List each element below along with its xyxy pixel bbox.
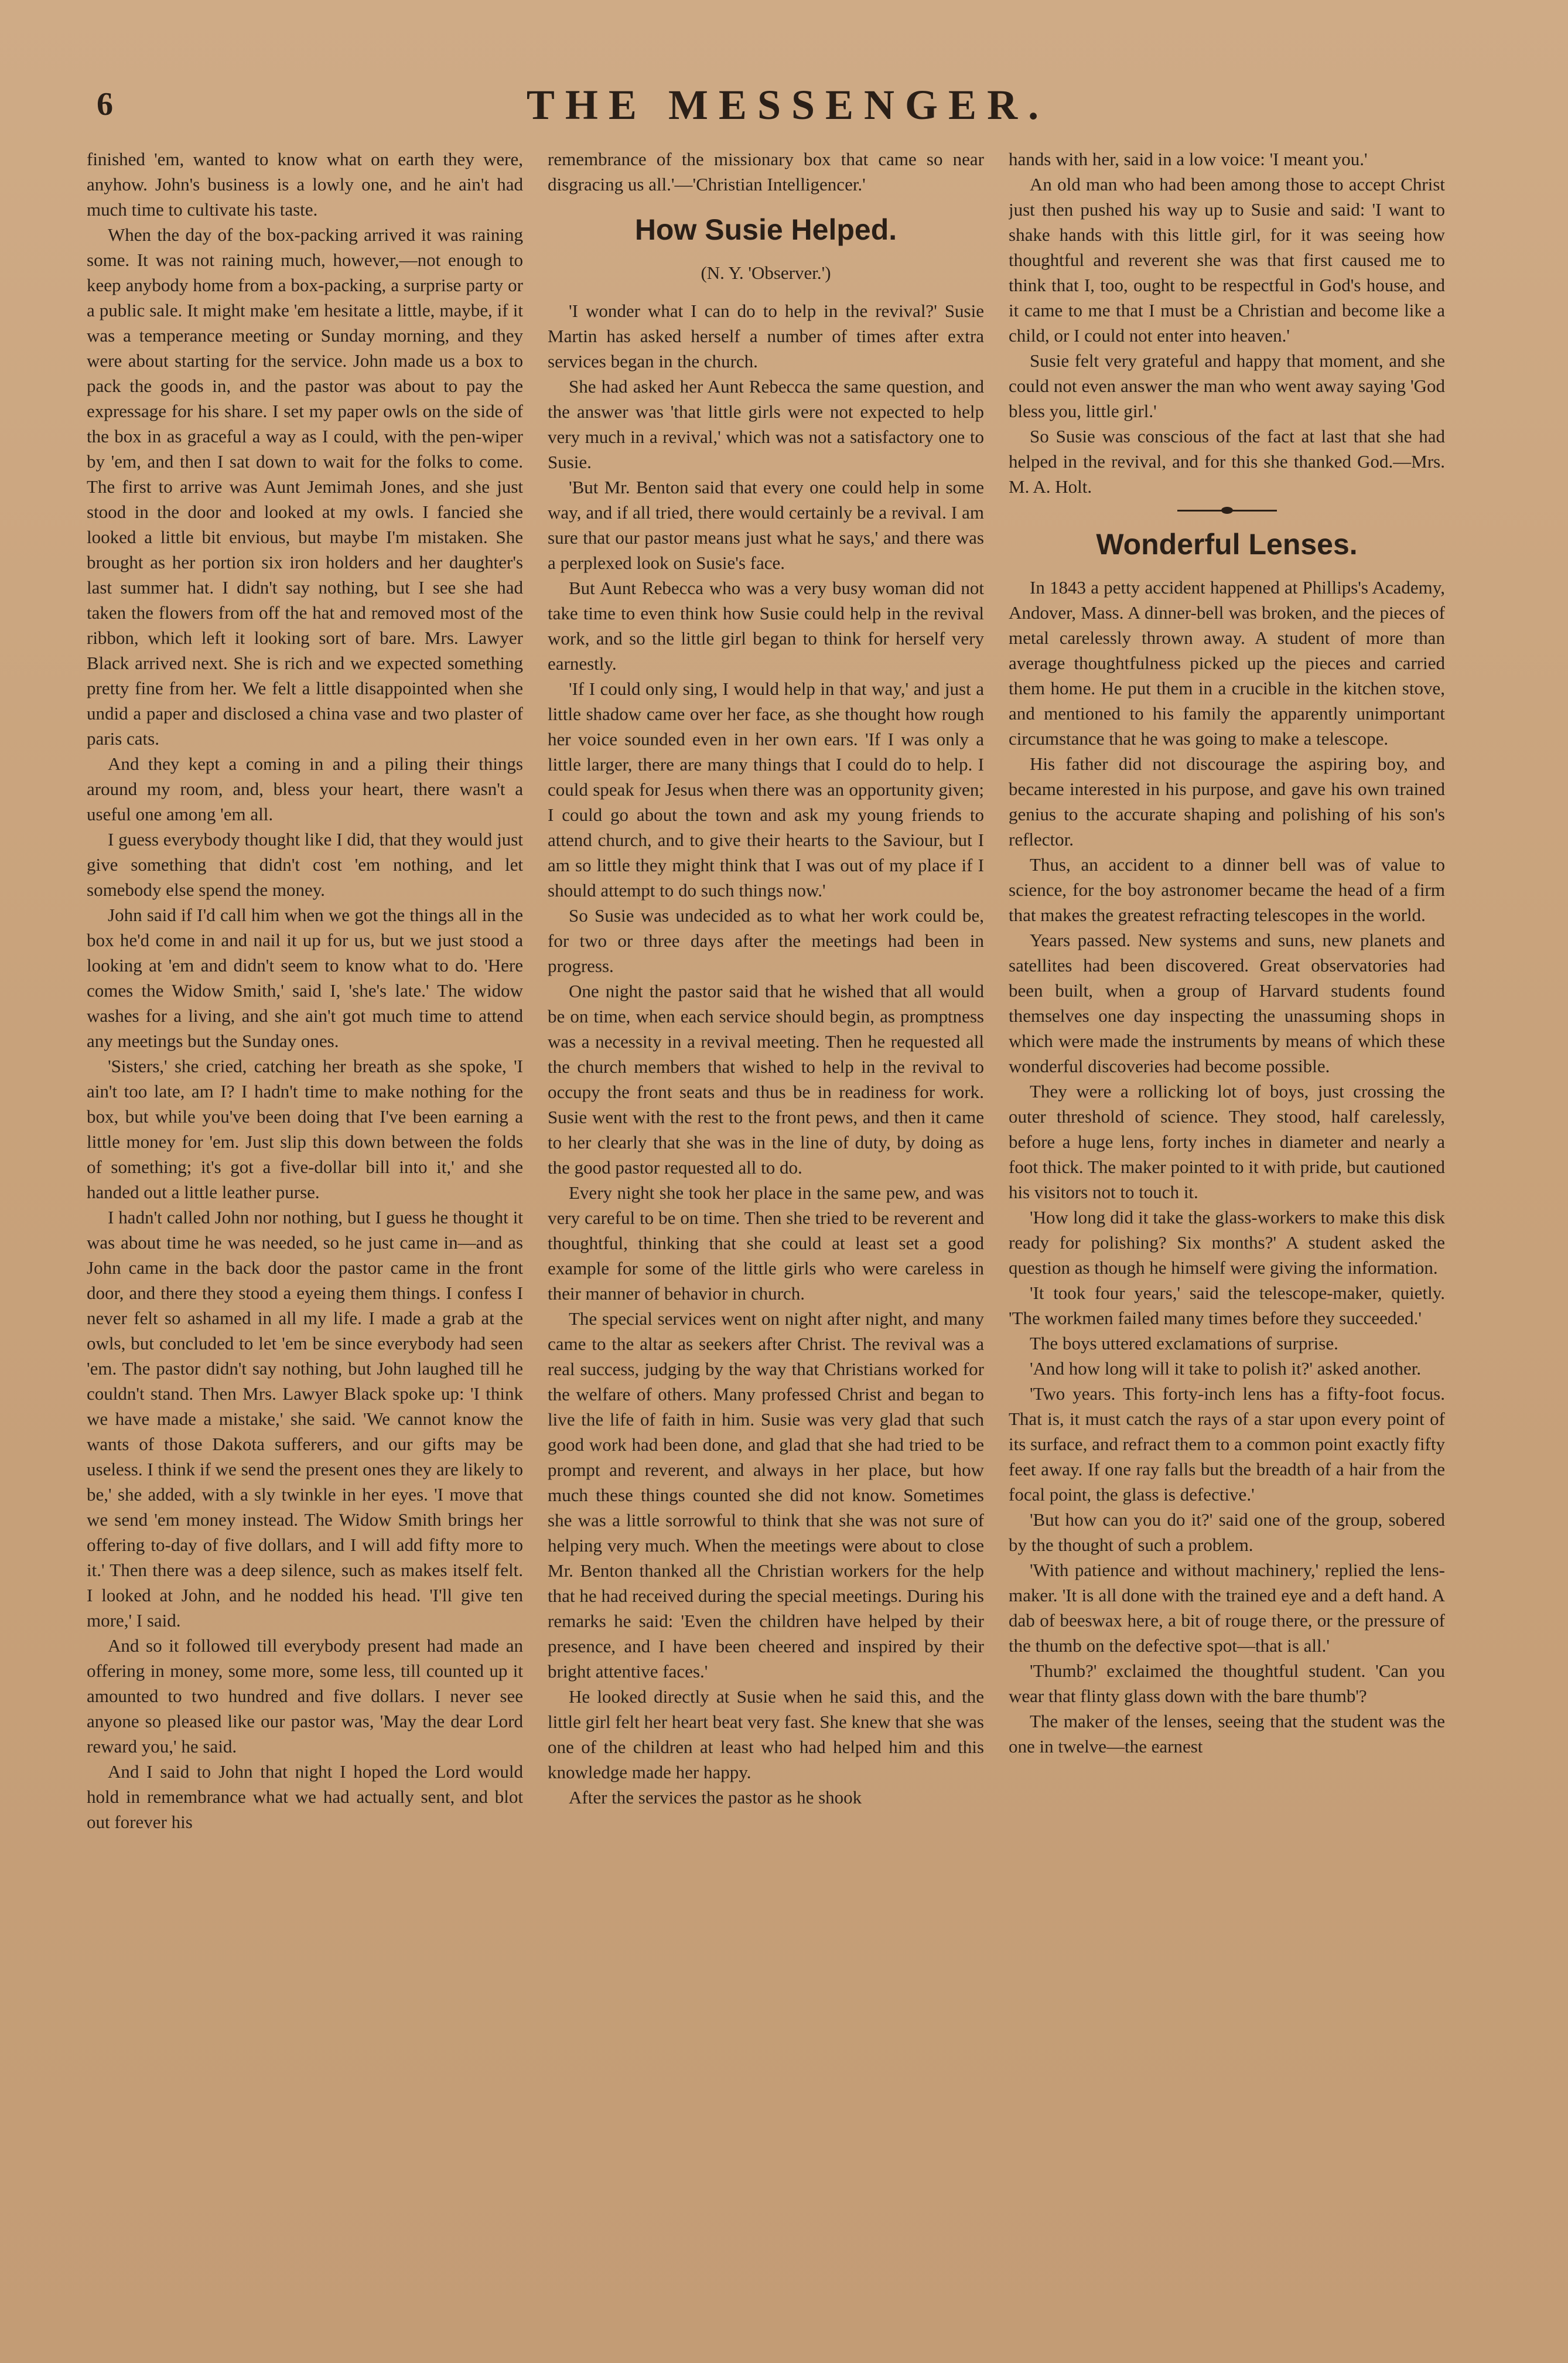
paragraph: Years passed. New systems and suns, new planets and satellites had been discovered. Great observatories had been built, when a group of Harvard students found themselves one day inspecting the unassuming shops in which were made the instruments by means of which these wonderful discoveries had become possible.: [1009, 930, 1445, 1076]
paragraph: 'With patience and without machinery,' replied the lens-maker. 'It is all done with the trained eye and a deft hand. A dab of beeswax here, a bit of rouge there, or the pressure of the thumb on the defective spot—that is all.': [1009, 1560, 1445, 1656]
paragraph: She had asked her Aunt Rebecca the same question, and the answer was 'that little girls were not expected to help very much in a revival,' which was not a satisfactory one to Susie.: [548, 376, 984, 472]
masthead-title: THE MESSENGER.: [526, 81, 1050, 128]
paragraph: I guess everybody thought like I did, that they would just give something that didn't cost 'em nothing, and let somebody else spend the money.: [87, 829, 523, 900]
paragraph: 'It took four years,' said the telescope-maker, quietly. 'The workmen failed many times before they succeeded.': [1009, 1283, 1445, 1328]
paragraph: The maker of the lenses, seeing that the student was the one in twelve—the earnest: [1009, 1711, 1445, 1757]
paragraph: 'I wonder what I can do to help in the revival?' Susie Martin has asked herself a number of times after extra services began in the church.: [548, 301, 984, 371]
column-left: [87, 146, 523, 2350]
paragraph: They were a rollicking lot of boys, just crossing the outer threshold of science. They stood, half carelessly, before a huge lens, forty inches in diameter and nearly a foot thick. The maker pointed to it with pride, but cautioned his visitors not to touch it.: [1009, 1081, 1445, 1202]
article-headline-wonderful-lenses: Wonderful Lenses.: [1096, 528, 1358, 561]
paragraph: In 1843 a petty accident happened at Phillips's Academy, Andover, Mass. A dinner-bell was broken, and the pieces of metal carelessly thrown away. A student of more than average thoughtfulness picked up the pieces and carried them home. He put them in a crucible in the kitchen stove, and mentioned to his family the apparently unimportant circumstance that he was going to make a telescope.: [1009, 577, 1445, 749]
column-middle: [548, 146, 984, 2350]
paragraph: He looked directly at Susie when he said this, and the little girl felt her heart beat very fast. She knew that she was one of the children at least who had helped him and this knowledge made her happy.: [548, 1686, 984, 1782]
paragraph: remembrance of the missionary box that came so near disgracing us all.'—'Christian Intelligencer.': [548, 149, 984, 195]
article-byline: (N. Y. 'Observer.'): [701, 262, 831, 283]
paragraph: An old man who had been among those to accept Christ just then pushed his way up to Susie and said: 'I want to shake hands with this little girl, for it was seeing how thoughtful and reverent she was that first caused me to think that I, too, ought to be respectful in God's house, and it came to me that I must be a Christian and become like a child, or I could not enter into heaven.': [1009, 174, 1445, 346]
paragraph: Thus, an accident to a dinner bell was of value to science, for the boy astronomer became the head of a firm that makes the greatest refracting telescopes in the world.: [1009, 854, 1445, 925]
paragraph: So Susie was conscious of the fact at last that she had helped in the revival, and for this she thanked God.—Mrs. M. A. Holt.: [1009, 426, 1445, 497]
paragraph: John said if I'd call him when we got the things all in the box he'd come in and nail it up for us, but we just stood a looking at 'em and didn't seem to know what to do. 'Here comes the Widow Smith,' said I, 'she's late.' The widow washes for a living, and she ain't got much time to attend any meetings but the Sunday ones.: [87, 905, 523, 1051]
section-divider: [1177, 510, 1277, 512]
paragraph: 'If I could only sing, I would help in that way,' and just a little shadow came over her face, as she thought how rough her voice sounded even in her own ears. 'If I was only a little larger, there are many things that I could do to help. I could speak for Jesus when there was an opportunity given; I could go about the town and ask my young friends to attend church, and to give their hearts to the Saviour, but I am so little they might think that I was out of my place if I should attempt to do such things now.': [548, 678, 984, 901]
page-number: 6: [97, 86, 113, 122]
paragraph: One night the pastor said that he wished that all would be on time, when each service should begin, as promptness was a necessity in a revival meeting. Then he requested all the church members that wished to help in the revival to occupy the front seats and thus be in readiness for work. Susie went with the rest to the front pews, and then it came to her clearly that she was in the line of duty, by doing as the good pastor requested all to do.: [548, 981, 984, 1178]
page-header: [97, 81, 1479, 134]
paragraph: hands with her, said in a low voice: 'I meant you.': [1009, 149, 1368, 169]
paragraph: But Aunt Rebecca who was a very busy woman did not take time to even think how Susie could help in the revival work, and so the little girl began to think for herself very earnestly.: [548, 578, 984, 674]
paragraph: Every night she took her place in the same pew, and was very careful to be on time. Then she tried to be reverent and thoughtful, thinking that she could at least set a good example for some of the little girls who were careless in their manner of behavior in church.: [548, 1182, 984, 1304]
article-headline-how-susie-helped: How Susie Helped.: [634, 213, 897, 246]
paragraph: 'Thumb?' exclaimed the thoughtful student. 'Can you wear that flinty glass down with the bare thumb'?: [1009, 1660, 1445, 1706]
paragraph: The special services went on night after night, and many came to the altar as seekers after Christ. The revival was a real success, judging by the way that Christians worked for the welfare of others. Many professed Christ and began to live the life of faith in him. Susie was very glad that such good work had been done, and glad that she had tried to be prompt and reverent, and always in her place, but how much these things counted she did not know. Sometimes she was a little sorrowful to think that she was not sure of helping very much. When the meetings were about to close Mr. Benton thanked all the Christian workers for the help that he had received during the special meetings. During his remarks he said: 'Even the children have helped by their presence, and I have been cheered and inspired by their bright attentive faces.': [548, 1308, 984, 1682]
paragraph: 'But Mr. Benton said that every one could help in some way, and if all tried, there would certainly be a revival. I am sure that our pastor means just what he says,' and there was a perplexed look on Susie's face.: [548, 477, 984, 573]
paragraph: Susie felt very grateful and happy that moment, and she could not even answer the man who went away saying 'God bless you, little girl.': [1009, 350, 1445, 421]
paragraph: So Susie was undecided as to what her work could be, for two or three days after the meetings had been in progress.: [548, 905, 984, 976]
paragraph: The boys uttered exclamations of surprise.: [1030, 1333, 1338, 1353]
paragraph: After the services the pastor as he shook: [569, 1787, 862, 1808]
paragraph: I hadn't called John nor nothing, but I guess he thought it was about time he was needed, so he just came in—and as John came in the back door the pastor came in the front door, and there they stood a eyeing them things. I confess I never felt so ashamed in all my life. I made a grab at the owls, but concluded to let 'em be since everybody had seen 'em. The pastor didn't say nothing, but John laughed till he couldn't stand. Then Mrs. Lawyer Black spoke up: 'I think we have made a mistake,' she said. 'We cannot know the wants of those Dakota sufferers, and our gifts may be useless. I think if we send the present ones they are likely to be,' she added, with a sly twinkle in her eyes. 'I move that we send 'em money instead. The Widow Smith brings her offering to-day of five dollars, and I will add fifty more to it.' Then there was a deep silence, such as makes itself felt. I looked at John, and he nodded his head. 'I'll give ten more,' I said.: [87, 1207, 523, 1631]
paragraph: 'And how long will it take to polish it?' asked another.: [1030, 1358, 1422, 1379]
paragraph: 'How long did it take the glass-workers to make this disk ready for polishing? Six months?' A student asked the question as though he himself were giving the information.: [1009, 1207, 1445, 1278]
paragraph: His father did not discourage the aspiring boy, and became interested in his purpose, and gave his own trained genius to the accurate shaping and polishing of his son's reflector.: [1009, 753, 1445, 850]
paragraph: 'But how can you do it?' said one of the group, sobered by the thought of such a problem.: [1009, 1509, 1445, 1555]
paragraph: 'Two years. This forty-inch lens has a fifty-foot focus. That is, it must catch the rays of a star upon every point of its surface, and refract them to a common point exactly fifty feet away. If one ray falls but the breadth of a hair from the focal point, the glass is defective.': [1009, 1383, 1445, 1505]
paragraph: And so it followed till everybody present had made an offering in money, some more, some less, till counted up it amounted to two hundred and five dollars. I never see anyone so pleased like our pastor was, 'May the dear Lord reward you,' he said.: [87, 1635, 523, 1757]
paragraph: When the day of the box-packing arrived it was raining some. It was not raining much, however,—not enough to keep anybody home from a box-packing, a surprise party or a public sale. It might make 'em hesitate a little, maybe, if it was a temperance meeting or Sunday morning, and they were about starting for the service. John made us a box to pack the goods in, and the pastor was about to pay the expressage for his share. I set my paper owls on the side of the box in as graceful a way as I could, with the pen-wiper by 'em, and then I sat down to wait for the folks to come. The first to arrive was Aunt Jemimah Jones, and she just stood in the door and looked at my owls. I fancied she looked a little bit envious, but maybe I'm mistaken. She brought as her portion six iron holders and her daughter's last summer hat. I didn't say nothing, but I see she had taken the flowers from off the hat and removed most of the ribbon, which left it looking sort of bare. Mrs. Lawyer Black arrived next. She is rich and we expected something pretty fine from her. We felt a little disappointed when she undid a paper and disclosed a china vase and two plaster of paris cats.: [87, 224, 523, 749]
paragraph: finished 'em, wanted to know what on earth they were, anyhow. John's business is a lowly one, and he ain't had much time to cultivate his taste.: [87, 149, 523, 220]
paragraph: 'Sisters,' she cried, catching her breath as she spoke, 'I ain't too late, am I? I hadn't time to make nothing for the box, but while you've been doing that I've been earning a little money for 'em. Just slip this down between the folds of something; it's got a five-dollar bill into it,' and she handed out a little leather purse.: [87, 1056, 523, 1202]
paragraph: And they kept a coming in and a piling their things around my room, and, bless your heart, there wasn't a useful one among 'em all.: [87, 753, 523, 824]
paragraph: And I said to John that night I hoped the Lord would hold in remembrance what we had actually sent, and blot out forever his: [87, 1761, 523, 1832]
column-right: [1009, 146, 1445, 2350]
